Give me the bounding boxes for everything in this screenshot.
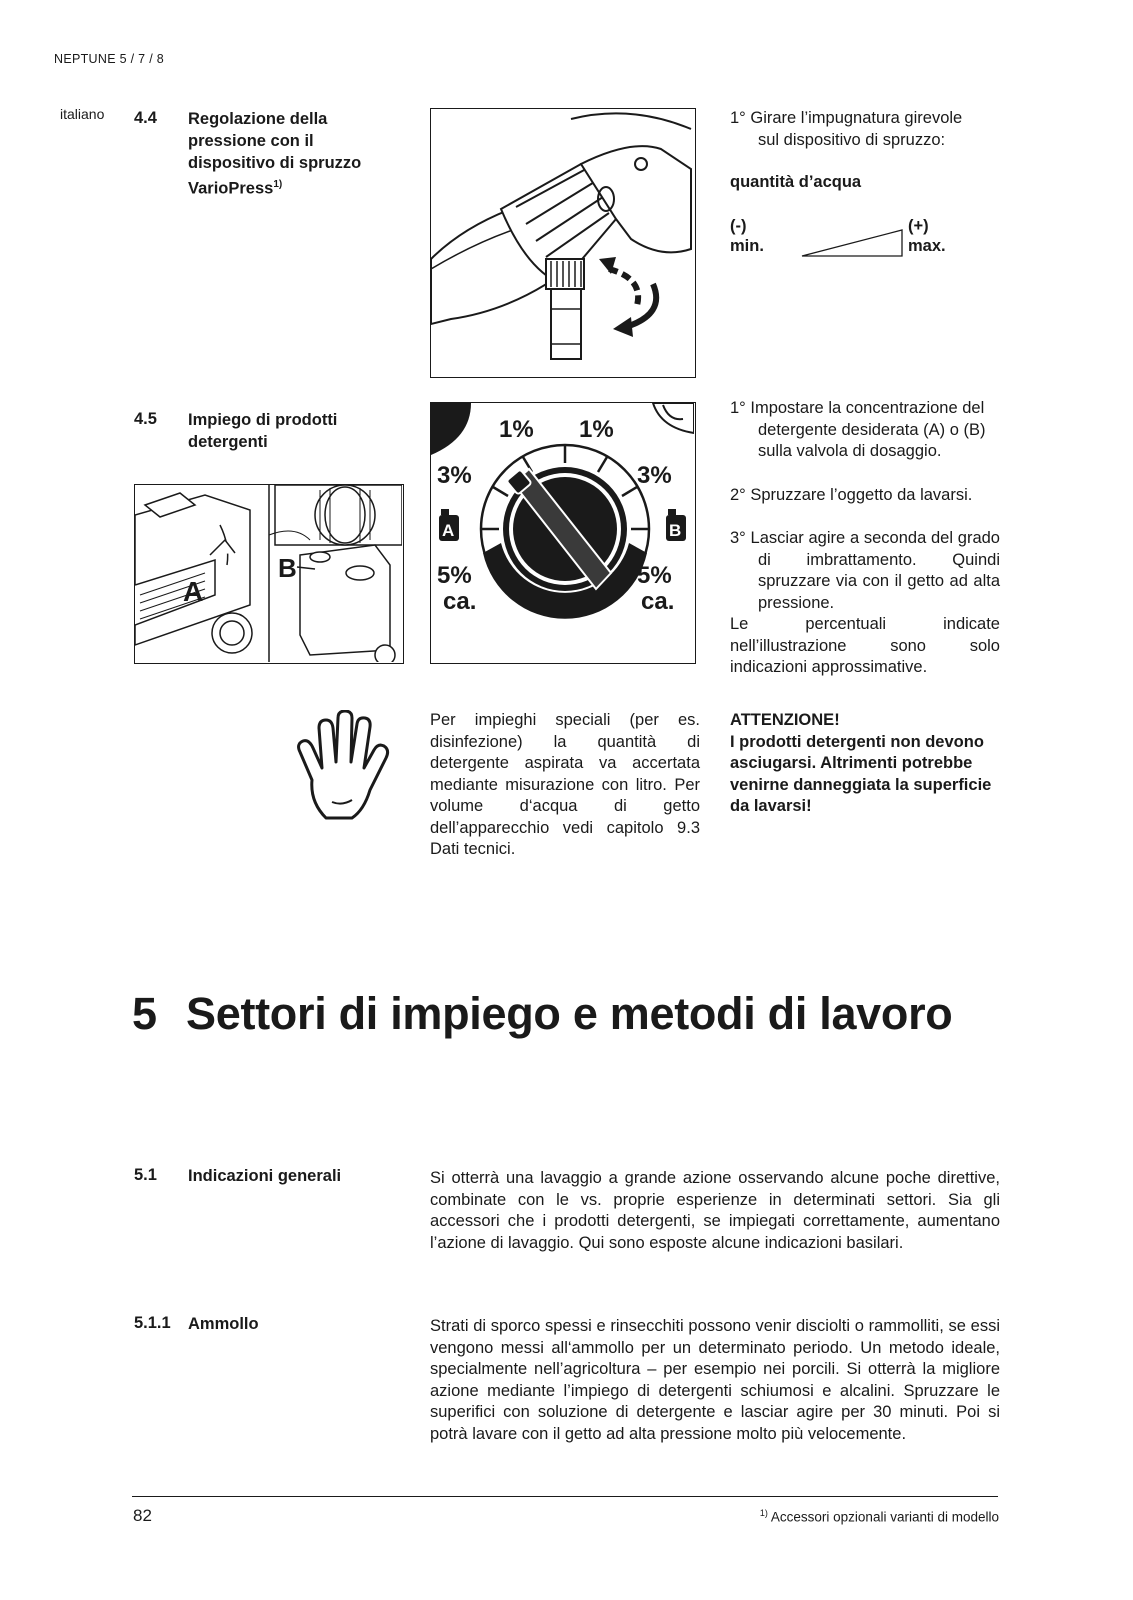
section-title-4-4: Regolazione della pressione con il dispositivo di spruzzo VarioPress$^{1)}$ (188, 110, 362, 198)
page-number: 82 (133, 1506, 152, 1525)
dial-mid-right-percent: 3% (637, 462, 672, 489)
spray-handle-illustration (430, 108, 696, 378)
document-title: NEPTUNE 5 / 7 / 8 (54, 52, 164, 66)
section-number-5-1: 5.1 (134, 1166, 157, 1184)
percentage-note: Le percentuali indicate nell’illustrazione sono solo indicazioni approssimative. (730, 615, 1000, 676)
footer-rule (132, 1496, 998, 1497)
language-label: italiano (60, 106, 105, 122)
machine-tanks-illustration (134, 484, 404, 664)
vario-press-drawing (431, 109, 694, 376)
svg-text:B: B (669, 521, 682, 540)
dosing-valve-illustration (430, 402, 696, 664)
max-indicator: (+) max. (908, 217, 946, 255)
section-text-5-1: Si otterrà una lavaggio a grande azione osservando alcune poche direttive, combinate con le vs. proprie esperienze in determinati settori. Sia gli accessori che i prodotti detergenti, se impiegati correttamente, aumentano l’azione di lavaggio. Qui sono esposte alcune indicazioni basilari. (430, 1169, 1000, 1252)
special-use-note: Per impieghi speciali (per es. disinfezione) la quantità di detergente aspirata va accertata mediante misurazione con litro. Per volume d‘acqua di getto dell’apparecchio vedi capitolo 9.3 Dati tecnici. (430, 711, 700, 858)
instruction-4-4: 1° Girare l’impugnatura girevole sul dispositivo di spruzzo: (730, 109, 963, 149)
svg-text:A: A (442, 521, 455, 540)
tank-b-label: B (278, 553, 297, 583)
section-title-4-5: Impiego di prodotti detergenti (188, 411, 338, 451)
warning-box (730, 710, 1000, 818)
footnote: $^{1)}$ Accessori opzionali varianti di modello (759, 1508, 999, 1525)
dial-side-b-badge (666, 509, 686, 541)
section-title-5-1-1: Ammollo (188, 1315, 259, 1333)
dial-top-right-percent: 1% (579, 416, 614, 443)
section-text-5-1-1: Strati di sporco spessi e rinsecchiti possono venir disciolti o rammolliti, se essi vengono messi all‘ammollo per un determinato periodo. Un metodo ideale, specialmente nell’agricoltura – per esempio nei porcili. Si otterrà la migliore azione mediante l’impiego di detergenti schiumosi e alcalini. Spruzzare le superifici con soluzione di detergente e lasciar agire per 30 minuti. Poi si potrà lavare con il getto ad alta pressione molto più velocemente. (430, 1317, 1000, 1443)
tank-a-label: A (183, 576, 204, 607)
section-number-4-5: 4.5 (134, 410, 157, 428)
dial-low-right-percent: 5% (637, 562, 672, 589)
dial-ca-left: ca. (443, 588, 477, 615)
section-number-4-4: 4.4 (134, 109, 157, 127)
section-title-5-1: Indicazioni generali (188, 1167, 342, 1185)
hand-warning-icon (292, 710, 392, 822)
instruction-4-5: 1° Impostare la concentrazione del detergente desiderata (A) o (B) sulla valvola di dosaggio. 2° Spruzzare l’oggetto da lavarsi. 3° Lasciar agire a seconda del grado di imbrattamento. Quindi spruzzare via con il getto ad alta pressione. Le percentuali indicate nell’illustrazione sono solo indicazioni approssimative. (730, 398, 1000, 679)
dial-ca-right: ca. (641, 588, 675, 615)
dial-mid-left-percent: 3% (437, 462, 472, 489)
dial-side-a-badge (439, 509, 459, 541)
warning-title: ATTENZIONE! (730, 711, 840, 729)
water-quantity-label: quantità d’acqua (730, 173, 862, 191)
min-indicator: (-) min. (730, 217, 764, 255)
chapter-heading: 5 Settori di impiego e metodi di lavoro (132, 988, 953, 1039)
dosing-dial-drawing (431, 403, 694, 662)
dial-top-left-percent: 1% (499, 416, 534, 443)
warning-text: I prodotti detergenti non devono asciugarsi. Altrimenti potrebbe venirne danneggiata la superficie da lavarsi! (730, 732, 992, 815)
section-number-5-1-1: 5.1.1 (134, 1314, 171, 1332)
water-quantity-wedge-icon (800, 228, 904, 258)
dial-low-left-percent: 5% (437, 562, 472, 589)
detergent-tanks-drawing (135, 485, 402, 662)
